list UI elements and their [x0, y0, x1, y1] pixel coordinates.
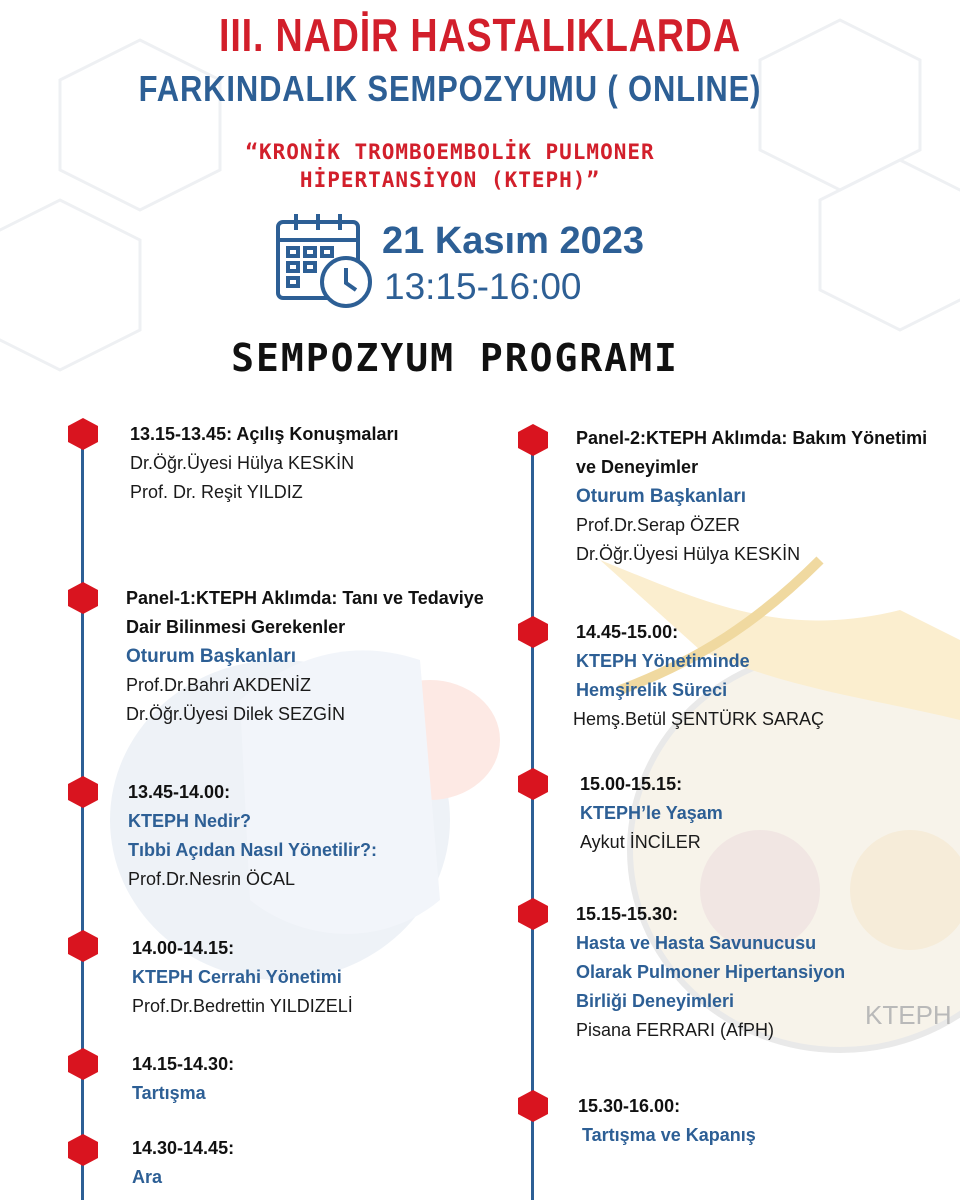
chairs-label: Oturum Başkanları — [126, 646, 296, 667]
session-topic: Birliği Deneyimleri — [576, 991, 735, 1011]
subtitle-line-1: “KRONİK TROMBOEMBOLİK PULMONER — [245, 140, 655, 164]
session-topic: Tıbbi Açıdan Nasıl Yönetilir?: — [128, 840, 378, 860]
session-1445 — [573, 618, 825, 734]
session-heading: 14.00-14.15: — [132, 938, 235, 958]
title-line-2: FARKINDALIK SEMPOZYUMU ( ONLINE) — [138, 68, 762, 109]
panel-heading: Panel-1:KTEPH Aklımda: Tanı ve Tedaviye — [126, 588, 484, 608]
session-heading: 13.45-14.00: — [128, 782, 231, 802]
session-panel-2 — [576, 424, 927, 569]
chairs-label: Oturum Başkanları — [576, 486, 746, 507]
session-topic: Olarak Pulmoner Hipertansiyon — [576, 962, 846, 982]
session-heading: 15.00-15.15: — [580, 774, 683, 794]
panel-heading: Panel-2:KTEPH Aklımda: Bakım Yönetimi — [576, 428, 928, 448]
speaker: Pisana FERRARI (AfPH) — [576, 1020, 775, 1040]
event-time: 13:15-16:00 — [384, 266, 582, 307]
session-topic: KTEPH’le Yaşam — [580, 803, 723, 823]
session-topic: Tartışma — [132, 1083, 206, 1103]
speaker: Aykut İNCİLER — [580, 832, 701, 852]
speaker: Prof.Dr.Bahri AKDENİZ — [126, 675, 312, 695]
session-topic: Tartışma ve Kapanış — [582, 1125, 756, 1145]
session-topic: Hasta ve Hasta Savunucusu — [576, 933, 817, 953]
session-heading: 15.15-15.30: — [576, 904, 679, 924]
speaker: Dr.Öğr.Üyesi Hülya KESKİN — [576, 544, 801, 564]
panel-heading: Dair Bilinmesi Gerekenler — [126, 617, 346, 637]
session-1500 — [580, 770, 723, 857]
session-topic: Hemşirelik Süreci — [576, 680, 728, 700]
speaker: Dr.Öğr.Üyesi Dilek SEZGİN — [126, 704, 346, 724]
session-1400 — [132, 934, 353, 1021]
calendar-clock-icon — [274, 210, 378, 308]
event-date: 21 Kasım 2023 — [382, 220, 644, 262]
speaker: Dr.Öğr.Üyesi Hülya KESKİN — [130, 453, 355, 473]
session-topic: KTEPH Nedir? — [128, 811, 252, 831]
session-heading: 15.30-16.00: — [578, 1096, 681, 1116]
speaker: Prof.Dr.Serap ÖZER — [576, 515, 741, 535]
session-1515 — [576, 900, 845, 1045]
session-topic: Ara — [132, 1167, 163, 1187]
speaker: Prof.Dr.Bedrettin YILDIZELİ — [132, 996, 353, 1016]
left-timeline-line — [81, 420, 84, 1200]
subtitle-line-2: HİPERTANSİYON (KTEPH)” — [299, 168, 601, 192]
program-title: SEMPOZYUM PROGRAMI — [231, 336, 679, 380]
session-topic: KTEPH Yönetiminde — [576, 651, 750, 671]
subtitle — [0, 138, 900, 194]
session-topic: KTEPH Cerrahi Yönetimi — [132, 967, 342, 987]
speaker: Prof. Dr. Reşit YILDIZ — [130, 482, 303, 502]
session-heading: 14.45-15.00: — [576, 622, 679, 642]
watermark-text: KTEPH — [865, 1000, 952, 1030]
session-1530 — [578, 1092, 756, 1150]
title-line-1: III. NADİR HASTALIKLARDA — [219, 9, 741, 61]
session-opening — [130, 420, 398, 507]
session-1430 — [132, 1134, 234, 1192]
right-timeline-line — [531, 430, 534, 1200]
session-1415 — [132, 1050, 234, 1108]
session-heading: 13.15-13.45: Açılış Konuşmaları — [130, 424, 399, 444]
speaker: Prof.Dr.Nesrin ÖCAL — [128, 869, 296, 889]
session-1345 — [128, 778, 377, 894]
panel-heading: ve Deneyimler — [576, 457, 699, 477]
speaker: Hemş.Betül ŞENTÜRK SARAÇ — [573, 709, 825, 729]
session-heading: 14.30-14.45: — [132, 1138, 235, 1158]
session-panel-1 — [126, 584, 484, 729]
session-heading: 14.15-14.30: — [132, 1054, 235, 1074]
